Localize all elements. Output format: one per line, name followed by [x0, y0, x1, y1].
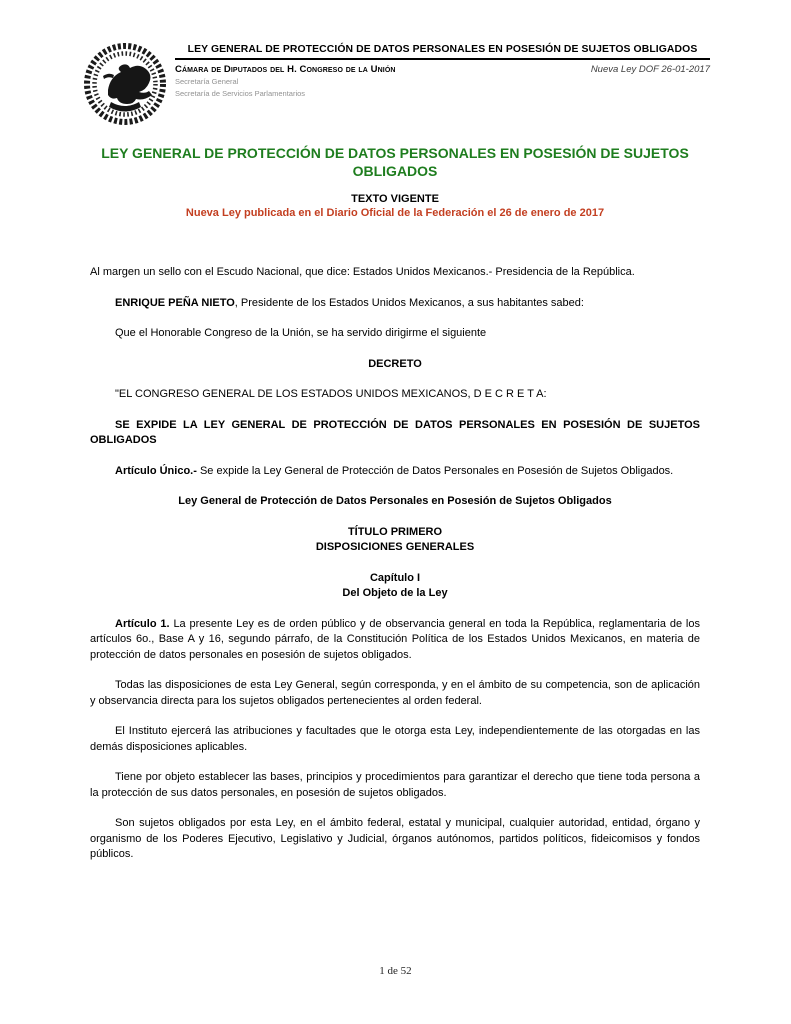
paragraph-congress: Que el Honorable Congreso de la Unión, se ha servido dirigirme el siguiente	[115, 327, 487, 339]
president-rest: , Presidente de los Estados Unidos Mexicanos, a sus habitantes sabed:	[234, 296, 584, 309]
heading-titulo-primero-group	[90, 525, 700, 556]
articulo-unico-rest: Se expide la Ley General de Protección de Datos Personales en Posesión de Sujetos Obligados.	[196, 464, 674, 477]
articulo-unico-lead: Artículo Único.-	[115, 464, 197, 477]
paragraph-decreta: "EL CONGRESO GENERAL DE LOS ESTADOS UNIDOS MEXICANOS, D E C R E T A:	[115, 388, 547, 400]
heading-decreto: DECRETO	[368, 357, 422, 370]
document-body	[90, 265, 700, 863]
paragraph-objeto: Tiene por objeto establecer las bases, principios y procedimientos para garantizar el derecho que tiene toda persona a la protección de sus datos personales, en posesión de sujetos obligados.	[90, 771, 700, 799]
mexican-coat-of-arms-seal	[75, 40, 175, 128]
document-main-title: LEY GENERAL DE PROTECCIÓN DE DATOS PERSONALES EN POSESIÓN DE SUJETOS OBLIGADOS	[101, 145, 689, 179]
publication-note: Nueva Ley publicada en el Diario Oficial de la Federación el 26 de enero de 2017	[185, 207, 605, 219]
paragraph-sujetos-obligados: Son sujetos obligados por esta Ley, en el ámbito federal, estatal y municipal, cualquier autoridad, entidad, órgano y organismo de los Poderes Ejecutivo, Legislativo y Judicial, órganos autónomos, partidos políticos, fideicomisos y fondos públicos.	[90, 817, 700, 860]
president-name: ENRIQUE PEÑA NIETO	[115, 296, 235, 309]
secretariat-servicios-label: Secretaría de Servicios Parlamentarios	[175, 89, 306, 98]
heading-disposiciones-generales: DISPOSICIONES GENERALES	[315, 541, 475, 553]
paragraph-articulo-1	[90, 617, 700, 664]
heading-objeto-ley: Del Objeto de la Ley	[342, 587, 448, 599]
page-header	[90, 44, 710, 128]
header-text-block	[175, 44, 710, 99]
articulo-1-lead: Artículo 1.	[115, 617, 170, 630]
articulo-1-rest: La presente Ley es de orden público y de observancia general en toda la República, reglamentaria de los artículos 6o., Base A y 16, segundo párrafo, de la Constitución Política de los Estados Unidos Mexicanos, en materia de protección de datos personales en posesión de sujetos obligados.	[90, 617, 700, 661]
secretariat-general-label: Secretaría General	[175, 77, 239, 86]
chamber-label: Cámara de Diputados del H. Congreso de la Unión	[175, 64, 396, 75]
heading-law-name: Ley General de Protección de Datos Personales en Posesión de Sujetos Obligados	[178, 495, 612, 507]
paragraph-articulo-unico	[90, 464, 700, 480]
texto-vigente-label: TEXTO VIGENTE	[351, 193, 439, 205]
heading-capitulo-i: Capítulo I	[369, 571, 421, 584]
heading-titulo-primero: TÍTULO PRIMERO	[347, 525, 443, 538]
page-content	[90, 0, 710, 878]
paragraph-instituto: El Instituto ejercerá las atribuciones y facultades que le otorga esta Ley, independientemente de las otorgadas en las demás disposiciones aplicables.	[90, 725, 700, 753]
page-number: 1 de 52	[379, 965, 412, 977]
heading-capitulo-group	[90, 571, 700, 602]
header-law-title: LEY GENERAL DE PROTECCIÓN DE DATOS PERSONALES EN POSESIÓN DE SUJETOS OBLIGADOS	[175, 44, 710, 60]
edition-note: Nueva Ley DOF 26-01-2017	[590, 64, 710, 75]
paragraph-todas-disposiciones: Todas las disposiciones de esta Ley General, según corresponda, y en el ámbito de su competencia, son de aplicación y observancia directa para los sujetos obligados pertenecientes al orden federal.	[90, 679, 700, 707]
header-meta-row	[175, 64, 710, 75]
paragraph-president	[90, 296, 700, 312]
paragraph-al-margen: Al margen un sello con el Escudo Nacional, que dice: Estados Unidos Mexicanos.- Presidencia de la República.	[90, 266, 635, 278]
paragraph-se-expide: SE EXPIDE LA LEY GENERAL DE PROTECCIÓN DE DATOS PERSONALES EN POSESIÓN DE SUJETOS OBLIGADOS	[90, 418, 700, 446]
